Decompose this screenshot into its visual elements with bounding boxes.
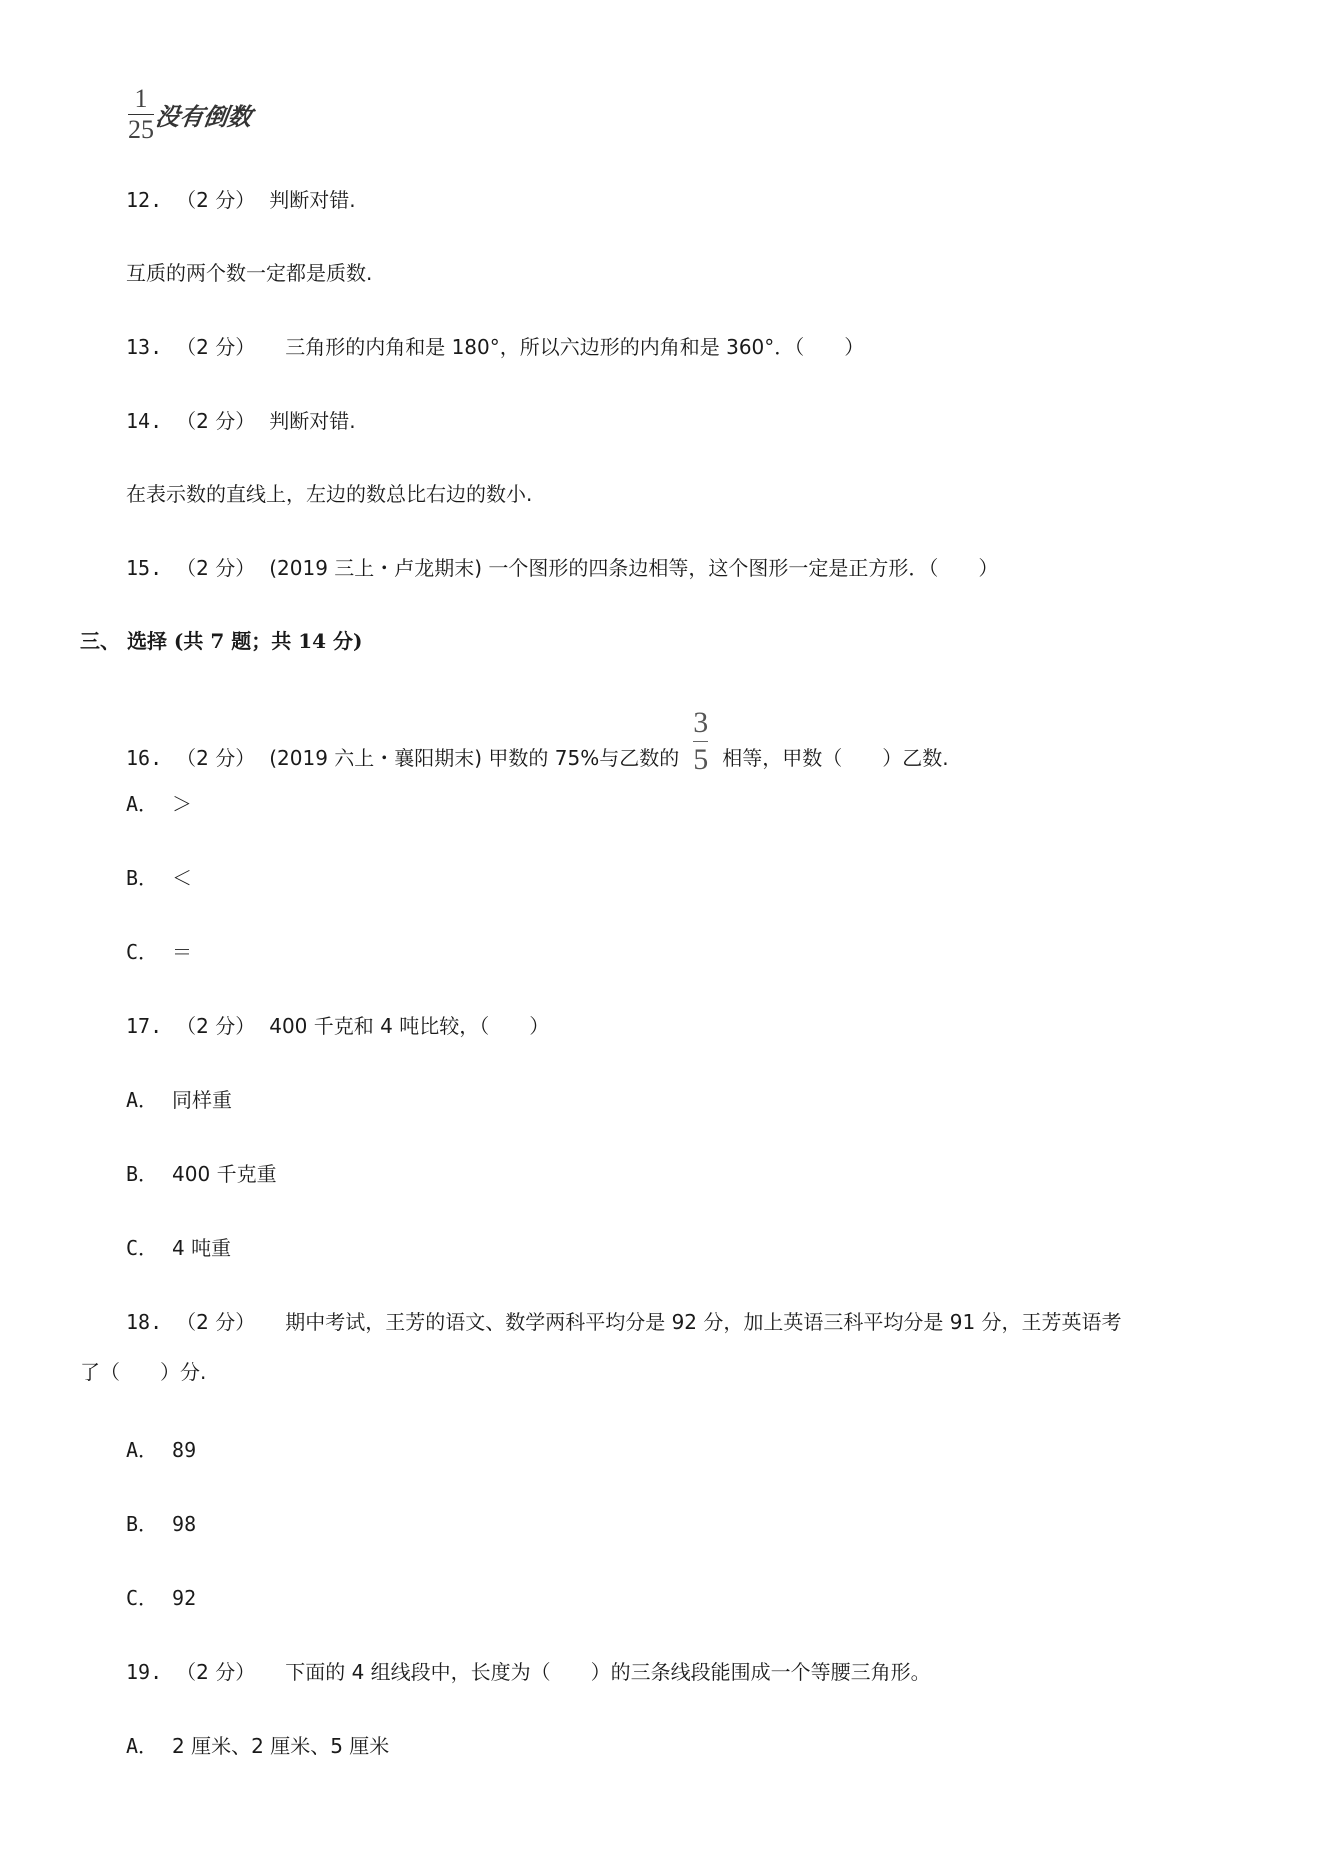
option-a[interactable] [126, 790, 192, 818]
question-number: 17. [126, 1014, 163, 1038]
question-score: （2 分） [176, 409, 256, 433]
question-score: （2 分） [176, 556, 256, 580]
question-14-statement: 在表示数的直线上，左边的数总比右边的数小. [126, 482, 533, 506]
question-number: 13. [126, 335, 163, 359]
question-number: 12. [126, 188, 163, 212]
question-score: （2 分） [176, 1014, 256, 1038]
option-a[interactable] [126, 1436, 196, 1464]
option-text: 89 [172, 1438, 197, 1462]
question-text-before: (2019 六上・襄阳期末) 甲数的 75%与乙数的 [269, 746, 680, 770]
option-letter: B． [126, 1512, 159, 1536]
question-prompt: 判断对错. [269, 188, 356, 212]
fraction-bar [693, 741, 708, 742]
question-text-after: 相等，甲数（ ）乙数. [722, 746, 949, 770]
question-score: （2 分） [176, 1310, 256, 1334]
question-19 [126, 1658, 931, 1686]
question-13 [126, 333, 864, 361]
question-text: 400 千克和 4 吨比较，（ ） [269, 1014, 550, 1038]
question-12-statement: 互质的两个数一定都是质数. [126, 261, 373, 285]
question-score: （2 分） [176, 746, 256, 770]
option-text: ＞ [172, 792, 193, 816]
question-score: （2 分） [176, 335, 256, 359]
question-18 [126, 1308, 1122, 1336]
question-text: (2019 三上・卢龙期末) 一个图形的四条边相等，这个图形一定是正方形．（ ） [269, 556, 999, 580]
option-letter: A． [126, 792, 159, 816]
option-text: 98 [172, 1512, 197, 1536]
question-number: 14. [126, 409, 163, 433]
option-a[interactable] [126, 1732, 389, 1760]
inline-fraction [693, 708, 708, 775]
option-text: 4 吨重 [172, 1236, 232, 1260]
header-fraction [128, 86, 154, 143]
option-text: 同样重 [172, 1088, 233, 1112]
question-16 [126, 706, 949, 793]
question-score: （2 分） [176, 188, 256, 212]
question-15 [126, 554, 998, 582]
option-text: 92 [172, 1586, 197, 1610]
question-number: 19. [126, 1660, 163, 1684]
fraction-denominator: 25 [128, 115, 154, 144]
option-letter: C． [126, 940, 159, 964]
question-12 [126, 186, 356, 214]
fraction-numerator: 1 [134, 84, 148, 113]
fraction-denominator: 5 [693, 743, 709, 776]
question-14 [126, 407, 356, 435]
option-b[interactable] [126, 864, 192, 892]
question-17 [126, 1012, 549, 1040]
option-text: 2 厘米、2 厘米、5 厘米 [172, 1734, 390, 1758]
header-fraction-note [128, 86, 252, 143]
option-letter: A． [126, 1734, 159, 1758]
option-letter: A． [126, 1438, 159, 1462]
option-text: ＜ [172, 866, 193, 890]
section-heading: 三、 选择 (共 7 题；共 14 分) [80, 629, 363, 653]
question-score: （2 分） [176, 1660, 256, 1684]
option-c[interactable] [126, 1584, 196, 1612]
option-text: ＝ [172, 940, 193, 964]
option-letter: B． [126, 1162, 159, 1186]
question-number: 16. [126, 746, 163, 770]
option-c[interactable] [126, 938, 192, 966]
fraction-numerator: 3 [693, 706, 709, 739]
option-b[interactable] [126, 1160, 277, 1188]
question-text: 三角形的内角和是 180°，所以六边形的内角和是 360°．（ ） [285, 335, 865, 359]
question-text-line1: 期中考试，王芳的语文、数学两科平均分是 92 分，加上英语三科平均分是 91 分，王芳英语考 [285, 1310, 1122, 1334]
option-a[interactable] [126, 1086, 232, 1114]
option-b[interactable] [126, 1510, 196, 1538]
question-18-line2: 了（ ）分. [80, 1360, 207, 1384]
question-number: 15. [126, 556, 163, 580]
option-letter: C． [126, 1236, 159, 1260]
option-c[interactable] [126, 1234, 231, 1262]
option-letter: A． [126, 1088, 159, 1112]
option-letter: C． [126, 1586, 159, 1610]
option-letter: B． [126, 866, 159, 890]
question-number: 18. [126, 1310, 163, 1334]
option-text: 400 千克重 [172, 1162, 277, 1186]
header-fraction-text: 没有倒数 [153, 103, 254, 131]
question-text: 下面的 4 组线段中，长度为（ ）的三条线段能围成一个等腰三角形。 [285, 1660, 931, 1684]
question-prompt: 判断对错. [269, 409, 356, 433]
